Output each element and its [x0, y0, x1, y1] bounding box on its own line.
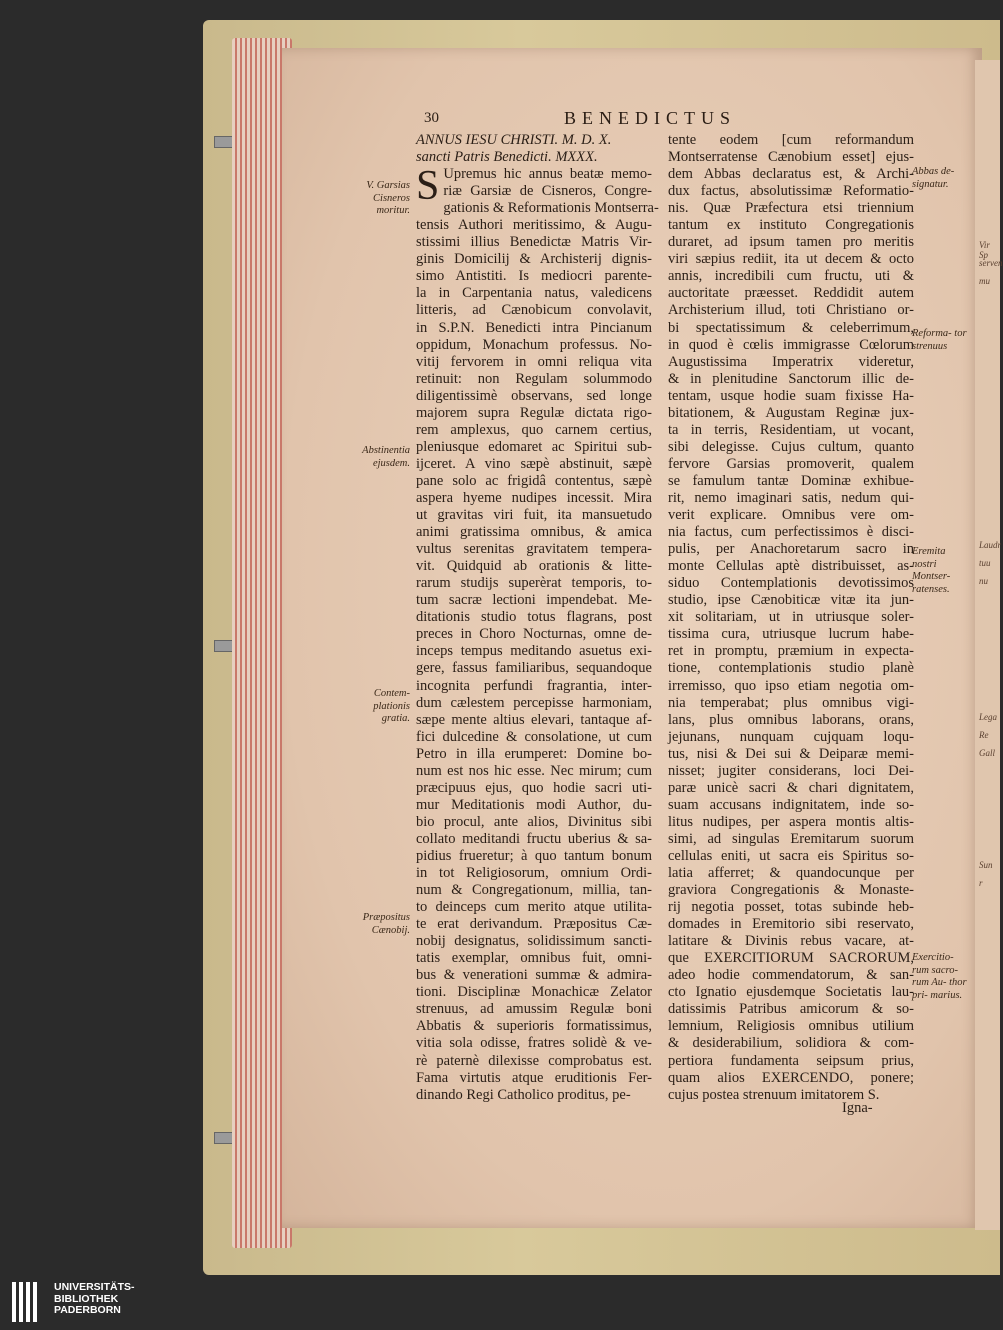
drop-cap: S: [416, 163, 440, 210]
text-line: sæpe mente altius elevari, tantaque af-: [416, 711, 652, 728]
text-line: Petro in illa erumperet: Domine bo-: [416, 745, 652, 762]
text-line: bitationem, & Augustam Reginæ jux-: [668, 404, 914, 421]
text-line: Abbatis & superioris formatissimus,: [416, 1018, 652, 1035]
text-line: tentam, usque hodie suam fixisse Ha-: [668, 387, 914, 404]
library-name: [54, 1282, 135, 1317]
text-line: nisset; jugiter considerans, loci Dei-: [668, 762, 914, 779]
text-line: stissimi illius Benedictæ Matris Vir-: [416, 234, 652, 251]
text-line: sibi delegisse. Cujus cultum, quanto: [668, 438, 914, 455]
text-line: mur Meditationis modi Author, du-: [416, 796, 652, 813]
text-line: tissima cura, utriusque lucrum habe-: [668, 626, 914, 643]
text-line: te erat derivandum. Præpositus Cæ-: [416, 916, 652, 933]
text-line: tatis exemplar, omnibus fuit, omni-: [416, 950, 652, 967]
margin-note-right: Abbas de- signatur.: [912, 166, 955, 190]
text-line: pleniusque edomaret ac Spiritui sub-: [416, 438, 652, 455]
text-line: dem Abbas declaratus est, & Archi-: [668, 166, 914, 183]
margin-note-left: Contem- plationis gratia.: [373, 688, 410, 724]
text-line: jejunans, nunquam cujquam loqu-: [668, 728, 914, 745]
text-line: incognita perfundi fragrantia, inter-: [416, 677, 652, 694]
text-line: rè paternè dilexisse comprobatus est.: [416, 1052, 652, 1069]
catchword: Igna-: [842, 1100, 873, 1116]
text-line: la in Carpentania natus, valedicens: [416, 285, 652, 302]
text-line: irremisso, quo ipso etiam negotia om-: [668, 677, 914, 694]
text-line: litus nudipes, per aspera montis altis-: [668, 813, 914, 830]
text-line: Archisterium illud, toti Christiano or-: [668, 302, 914, 319]
next-page-fragment: Vir Sp: [979, 240, 990, 260]
text-line: duraret, ad ipsum tamen pro meritis: [668, 234, 914, 251]
text-line: Augustissima Imperatrix videretur,: [668, 353, 914, 370]
text-line: strenuus, ad amussim Regulæ boni: [416, 1001, 652, 1018]
text-line: tantum ex instituto Congregationis: [668, 217, 914, 234]
text-line: siduo Contemplationis devotissimos: [668, 575, 914, 592]
text-line: riæ Garsiæ de Cisneros, Congre-: [443, 183, 652, 200]
text-line: pulis, per Anachoretarum sacro in: [668, 541, 914, 558]
text-line: suam accusans indignitatem, inde so-: [668, 796, 914, 813]
right-text-column: [668, 132, 914, 1104]
text-line: rij negotia posset, totas subinde heb-: [668, 899, 914, 916]
text-line: annis, incredibili cum fructu, uti &: [668, 268, 914, 285]
text-line: preces in Choro Nocturnas, omne de-: [416, 626, 652, 643]
text-line: rarum studijs superèrat temporis, to-: [416, 575, 652, 592]
left-text-column: [416, 132, 659, 1104]
text-line: dux factus, absolutissimæ Reformatio-: [668, 183, 914, 200]
text-line: diligentissimè observans, sed longe: [416, 387, 652, 404]
text-line: oppidum, Monachum professus. No-: [416, 336, 652, 353]
text-line: simo Antistiti. Is mediocri parente-: [416, 268, 652, 285]
text-line: gere, fassus familiaribus, sequandoque: [416, 660, 652, 677]
margin-note-left: Abstinentia ejusdem.: [362, 445, 410, 469]
text-line: viri sæpius rediit, ita ut decem & octo: [668, 251, 914, 268]
text-line: ijceret. A vino sæpè abstinuit, sæpè: [416, 455, 652, 472]
next-page-fragment: Lega: [979, 712, 997, 722]
text-line: pane solo ac frigidâ contentus, sæpè: [416, 472, 652, 489]
text-line: dinando Regi Catholico proditus, pe-: [416, 1086, 631, 1103]
library-logo-icon: [12, 1282, 40, 1327]
text-line: majorem supra Regulæ dictata rigo-: [416, 404, 652, 421]
next-page-fragment: nu: [979, 576, 988, 586]
margin-note-left: V. Garsias Cisneros moritur.: [366, 180, 410, 216]
text-line: verit explicare. Omnibus vere om-: [668, 507, 914, 524]
text-line: cto Ignatio ejusdemque Societatis lau-: [668, 984, 914, 1001]
margin-note-right: Exercitio- rum sacro- rum Au- thor pri- marius.: [912, 952, 967, 1001]
next-page-fragment: serven: [979, 258, 1003, 268]
text-line: rit, nemo imaginari satis, nedum qui-: [668, 489, 914, 506]
margin-note-right: Reforma- tor strenuus: [912, 328, 967, 352]
text-line: simi, ad singulas Eremitarum suorum: [668, 830, 914, 847]
library-logo: [12, 1280, 212, 1328]
text-line: pidius frueretur; à quo tantum bonum: [416, 847, 652, 864]
text-line: bus & venerationi summæ & admira-: [416, 967, 652, 984]
text-line: ANNUS IESU CHRISTI. M. D. X.: [416, 132, 612, 148]
next-page-fragment: r: [979, 878, 983, 888]
text-line: tione, contemplationis studio planè: [668, 660, 914, 677]
text-line: graviora Congregationis & Monaste-: [668, 882, 914, 899]
text-line: nobij designatus, solidissimum sancti-: [416, 933, 652, 950]
text-line: paræ unicè sacri & chari dignitatem,: [668, 779, 914, 796]
text-line: ta in terris, Residentiam, ut vocant,: [668, 421, 914, 438]
text-line: auctoritate præesset. Reddidit autem: [668, 285, 914, 302]
margin-note-left: Præpositus Cænobij.: [362, 912, 410, 936]
text-line: nia temperabat; plus omnibus vigi-: [668, 694, 914, 711]
text-line: num est nos hic esse. Nec mirum; cum: [416, 762, 652, 779]
text-line: tum sacræ lectioni impendebat. Me-: [416, 592, 652, 609]
text-line: Montserratense Cænobium esset] ejus-: [668, 149, 914, 166]
library-name-line: PADERBORN: [54, 1304, 121, 1316]
text-line: bio procul, ante alios, Divinitus sibi: [416, 813, 652, 830]
text-line: vultus serenitas gravitatem tempera-: [416, 541, 652, 558]
next-page-fragment: Gall: [979, 748, 996, 758]
text-line: fici dulcedine & consolatione, ut cum: [416, 728, 652, 745]
text-line: adeo hodie commendatorum, & san-: [668, 967, 914, 984]
text-line: ginis Domicilij & Archisterij dignis-: [416, 251, 652, 268]
text-line: quam alios EXERCENDO, ponere;: [668, 1069, 914, 1086]
next-page-edge: [975, 60, 1003, 1230]
text-line: præcipuus ejus, quo hodie sacri uti-: [416, 779, 652, 796]
text-line: latia afferret; & quandocunque per: [668, 865, 914, 882]
text-line: tensis Authori meritissimo, & Augu-: [416, 217, 652, 234]
text-line: xit solitariam, ut in utriusque soler-: [668, 609, 914, 626]
text-line: gationis & Reformationis Montserra-: [443, 200, 659, 217]
text-line: in tot Religiosorum, omnium Ordi-: [416, 865, 652, 882]
text-line: bi spectatissimum & celeberrimum,: [668, 319, 914, 336]
text-line: tioni. Disciplinæ Monachicæ Zelator: [416, 984, 652, 1001]
text-line: Upremus hic annus beatæ memo-: [443, 166, 652, 183]
text-line: domades in Eremitorio sibi reservato,: [668, 916, 914, 933]
text-line: inceps tempus meditando asuetus exi-: [416, 643, 652, 660]
text-line: in quod è cœlis immigrasse Cœlorum: [668, 336, 914, 353]
next-page-fragment: Re: [979, 730, 989, 740]
text-line: que EXERCITIORUM SACRORUM,: [668, 950, 914, 967]
next-page-fragment: tuu: [979, 558, 991, 568]
text-line: litteris, ad Cænobicum convolavit,: [416, 302, 652, 319]
text-line: nia factus, cum perfectissimos è disci-: [668, 524, 914, 541]
text-line: dum cælestem percepisse harmoniam,: [416, 694, 652, 711]
text-line: Fama virtutis atque eruditionis Fer-: [416, 1069, 652, 1086]
text-line: vitij fervorem in omni reliqua vita: [416, 353, 652, 370]
text-line: fervore Garsias promoverit, qualem: [668, 455, 914, 472]
text-line: cellulas eniti, ut sacra eis Spiritus so-: [668, 847, 914, 864]
text-line: studio, ipse Cænobiticæ vitæ ita jun-: [668, 592, 914, 609]
text-line: pertiora fundamenta seipsum prius,: [668, 1052, 914, 1069]
text-line: & in plenitudine Sanctorum illic de-: [668, 370, 914, 387]
text-line: tus, nisi & Dei sui & Deiparæ memi-: [668, 745, 914, 762]
margin-note-right: Eremita nostri Montser- ratenses.: [912, 546, 951, 595]
text-line: se famulum tantæ Dominæ exhibue-: [668, 472, 914, 489]
text-line: collato meditandi fructu uberius & sa-: [416, 830, 652, 847]
text-line: lans, plus omnibus laborans, orans,: [668, 711, 914, 728]
text-line: sancti Patris Benedicti. MXXX.: [416, 149, 598, 166]
text-line: nis. Quæ Præfectura etsi triennium: [668, 200, 914, 217]
page-number: 30: [424, 110, 439, 126]
text-line: retinuit: non Regulam solummodo: [416, 370, 652, 387]
next-page-fragment: Sun: [979, 860, 993, 870]
text-line: to deinceps cum merito atque utilita-: [416, 899, 652, 916]
text-line: latitare & Divinis rebus vacare, at-: [668, 933, 914, 950]
text-line: lemnium, Religiosis omnibus utilium: [668, 1018, 914, 1035]
text-line: vit. Quidquid ab orationis & litte-: [416, 558, 652, 575]
text-line: aspera hyeme nudipes incessit. Mira: [416, 489, 652, 506]
library-name-line: UNIVERSITÄTS-: [54, 1281, 135, 1293]
text-line: cujus postea strenuum imitatorem S.: [668, 1086, 880, 1103]
text-line: animi gratissima omnibus, & amica: [416, 524, 652, 541]
text-line: ditationis studio totus flagrans, post: [416, 609, 652, 626]
text-line: ut gravitas viri fuit, ita mansuetudo: [416, 507, 652, 524]
text-line: vitia sola odisse, fratres solidè & ve-: [416, 1035, 652, 1052]
text-line: ret in promptu, præmium in expecta-: [668, 643, 914, 660]
text-line: & desiderabilium, solidiora & com-: [668, 1035, 914, 1052]
next-page-fragment: mu: [979, 276, 990, 286]
text-line: rem amplexus, quo carnem certius,: [416, 421, 652, 438]
next-page-fragment: Laudr: [979, 540, 1002, 550]
page-header: [424, 110, 924, 132]
text-line: in S.P.N. Benedicti intra Pincianum: [416, 319, 652, 336]
text-line: tente eodem [cum reformandum: [668, 132, 914, 148]
library-name-line: BIBLIOTHEK: [54, 1292, 119, 1305]
running-head: BENEDICTUS: [564, 108, 736, 128]
text-line: num & Congregationum, millia, tan-: [416, 882, 652, 899]
text-line: monte Cellulas aptè distribuisset, as-: [668, 558, 914, 575]
text-line: datissimis Patribus amicorum & so-: [668, 1001, 914, 1018]
